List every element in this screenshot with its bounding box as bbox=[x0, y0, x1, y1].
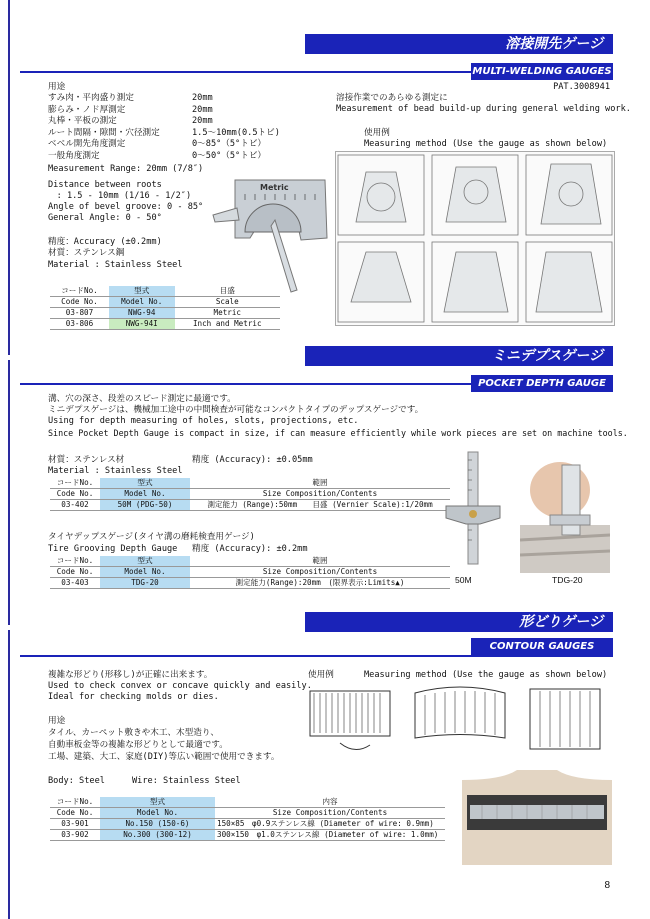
spec-line: : 1.5 - 10mm (1/16 - 1/2″) bbox=[48, 191, 192, 201]
material-en: Material : Stainless Steel bbox=[48, 260, 183, 270]
use-value: 0～85°（5°トビ） bbox=[192, 139, 267, 149]
table-header-jp bbox=[50, 556, 450, 567]
table-header-cell: Scale bbox=[175, 297, 280, 308]
usage-examples-figure bbox=[335, 151, 615, 326]
caption-tdg20: TDG-20 bbox=[552, 575, 583, 585]
table-cell: 03-901 bbox=[50, 819, 100, 830]
table-row bbox=[50, 578, 450, 589]
table-header-cell: Model No. bbox=[109, 297, 175, 308]
uses-line: 自動車板金等の複雑な形どりとして最適です。 bbox=[48, 740, 228, 750]
desc-jp: 溶接作業でのあらゆる測定に bbox=[336, 93, 448, 103]
patent-number: PAT.3008941 bbox=[553, 82, 610, 92]
table-header-jp bbox=[50, 286, 280, 297]
table-header-cell: Size Composition/Contents bbox=[190, 567, 450, 578]
table-cell: Inch and Metric bbox=[175, 319, 280, 330]
table-cell: Metric bbox=[175, 308, 280, 319]
table-cell: No.300 (300-12) bbox=[100, 830, 215, 841]
table-cell: 300×150 φ1.0ステンレス線 (Diameter of wire: 1.0mm) bbox=[215, 830, 445, 841]
material-en: Material : Stainless Steel bbox=[48, 466, 183, 476]
uses-line: タイル、カーペット敷きや木工、木型造り、 bbox=[48, 728, 220, 738]
uses-heading: 用途 bbox=[48, 82, 66, 92]
table-header-en bbox=[50, 808, 445, 819]
section-title-contour: 形どりゲージ bbox=[305, 612, 613, 632]
table-cell: 03-403 bbox=[50, 578, 100, 589]
table-cell: NWG-94I bbox=[109, 319, 175, 330]
table-row bbox=[50, 319, 280, 330]
desc-line: Since Pocket Depth Gauge is compact in size, if can measure efficiently while work pieces are set on machine tools. bbox=[48, 428, 628, 438]
table-row bbox=[50, 500, 450, 511]
tire-gauge-en: Tire Grooving Depth Gauge bbox=[48, 544, 178, 554]
table-cell: 03-806 bbox=[50, 319, 109, 330]
uses-heading: 用途 bbox=[48, 716, 66, 726]
section-divider bbox=[20, 655, 613, 657]
use-label: ルート間隔・隙間・穴径測定 bbox=[48, 127, 160, 138]
table-header-cell: 内容 bbox=[215, 797, 445, 808]
table-header-cell: Code No. bbox=[50, 489, 100, 500]
table-header-cell: Model No. bbox=[100, 489, 190, 500]
accuracy: 精度：Accuracy (±0.2mm) bbox=[48, 237, 162, 247]
photo-label: Metric bbox=[260, 183, 289, 192]
accuracy: 精度 (Accuracy): ±0.05mm bbox=[192, 455, 313, 465]
desc-line: Used to check convex or concave quickly and easily. bbox=[48, 681, 312, 691]
use-value: 20mm bbox=[192, 104, 213, 115]
uses-line: 工場、建築、大工、家庭(DIY)等広い範囲で使用できます。 bbox=[48, 752, 280, 762]
spec-line: Measurement Range: 20mm (7/8″) bbox=[48, 164, 204, 174]
table-cell: No.150 (150-6) bbox=[100, 819, 215, 830]
table-cell: TDG-20 bbox=[100, 578, 190, 589]
use-label: 一般角度測定 bbox=[48, 150, 100, 161]
table-header-en bbox=[50, 567, 450, 578]
table-header-cell: 型式 bbox=[100, 478, 190, 489]
table-header-en bbox=[50, 297, 280, 308]
wire-material: Wire: Stainless Steel bbox=[132, 776, 241, 786]
usage-en: Measuring method (Use the gauge as shown below) bbox=[364, 670, 608, 680]
table-cell: NWG-94 bbox=[109, 308, 175, 319]
spec-line: Distance between roots bbox=[48, 180, 162, 190]
usage-en: Measuring method (Use the gauge as shown below) bbox=[364, 139, 608, 149]
desc-line: 溝、穴の深さ、段差のスピード測定に最適です。 bbox=[48, 394, 236, 404]
table-header-cell: Model No. bbox=[100, 808, 215, 819]
table-header-cell: 目盛 bbox=[175, 286, 280, 297]
table-cell: 03-807 bbox=[50, 308, 109, 319]
use-label: 丸棒・平板の測定 bbox=[48, 116, 117, 126]
section-title-pocket-depth: ミニデプスゲージ bbox=[305, 346, 613, 366]
table-header-jp bbox=[50, 478, 450, 489]
desc-line: Using for depth measuring of holes, slots, projections, etc. bbox=[48, 416, 359, 426]
left-rule bbox=[8, 630, 10, 919]
table-header-cell: コードNo. bbox=[50, 286, 109, 297]
left-rule bbox=[8, 0, 10, 355]
table-header-cell: 型式 bbox=[109, 286, 175, 297]
table-header-cell: Size Composition/Contents bbox=[190, 489, 450, 500]
pocket-depth-gauge-photo bbox=[440, 450, 510, 568]
table-cell: 03-902 bbox=[50, 830, 100, 841]
table-row bbox=[50, 308, 280, 319]
table-row bbox=[50, 819, 445, 830]
table-header-en bbox=[50, 489, 450, 500]
tire-depth-gauge-photo bbox=[520, 455, 610, 573]
use-value: 0～50°（5°トビ） bbox=[192, 150, 267, 161]
table-header-cell: コードNo. bbox=[50, 797, 100, 808]
material-jp: 材質：ステンレス鋼 bbox=[48, 248, 125, 258]
contour-usage-figure bbox=[300, 683, 610, 763]
body-material: Body: Steel bbox=[48, 776, 105, 786]
desc-line: ミニデプスゲージは、機械加工途中の中間検査が可能なコンパクトタイプのデップスゲージです。 bbox=[48, 405, 424, 415]
table-header-cell: Code No. bbox=[50, 567, 100, 578]
use-label: すみ肉・平肉盛り測定 bbox=[48, 93, 134, 103]
table-header-cell: 範囲 bbox=[190, 478, 450, 489]
section-title-multi-welding: 溶接開先ゲージ bbox=[305, 34, 613, 54]
table-row bbox=[50, 830, 445, 841]
table-header-cell: Code No. bbox=[50, 808, 100, 819]
spec-line: Angle of bevel groove: 0 - 85° bbox=[48, 202, 204, 212]
section-subtitle: CONTOUR GAUGES bbox=[471, 638, 613, 655]
use-label: 膨らみ・ノド厚測定 bbox=[48, 104, 126, 115]
use-label: ベベル開先角度測定 bbox=[48, 139, 126, 149]
product-table-contour bbox=[50, 797, 445, 841]
contour-gauge-photo bbox=[462, 770, 612, 865]
caption-50m: 50M bbox=[455, 575, 472, 585]
desc-en: Measurement of bead build-up during general welding work. bbox=[336, 104, 631, 114]
left-rule bbox=[8, 360, 10, 625]
usage-jp: 使用例 bbox=[308, 670, 334, 680]
section-subtitle: MULTI-WELDING GAUGES bbox=[471, 63, 613, 80]
table-cell: 150×85 φ0.9ステンレス線 (Diameter of wire: 0.9mm) bbox=[215, 819, 445, 830]
section-subtitle: POCKET DEPTH GAUGE bbox=[471, 375, 613, 392]
desc-line: Ideal for checking molds or dies. bbox=[48, 692, 219, 702]
accuracy: 精度 (Accuracy): ±0.2mm bbox=[192, 544, 308, 554]
page-number: 8 bbox=[604, 879, 610, 891]
product-table-multi-welding bbox=[50, 286, 280, 330]
table-header-jp bbox=[50, 797, 445, 808]
table-header-cell: コードNo. bbox=[50, 478, 100, 489]
table-header-cell: 型式 bbox=[100, 556, 190, 567]
table-cell: 測定能力 (Range):50mm 目盛 (Vernier Scale):1/20mm bbox=[190, 500, 450, 511]
usage-jp: 使用例 bbox=[364, 128, 390, 138]
table-cell: 測定能力(Range):20mm (限界表示:Limits▲) bbox=[190, 578, 450, 589]
desc-line: 複雑な形どり(形移し)が正確に出来ます。 bbox=[48, 670, 213, 680]
multi-welding-gauge-photo bbox=[205, 160, 345, 300]
use-value: 20mm bbox=[192, 116, 213, 126]
table-cell: 03-402 bbox=[50, 500, 100, 511]
tire-gauge-jp: タイヤデップスゲージ(タイヤ溝の磨耗検査用ゲージ) bbox=[48, 532, 255, 542]
table-header-cell: 範囲 bbox=[190, 556, 450, 567]
material-jp: 材質：ステンレス材 bbox=[48, 455, 125, 465]
use-value: 1.5～10mm(0.5トビ) bbox=[192, 127, 280, 138]
use-value: 20mm bbox=[192, 93, 213, 103]
table-header-cell: Model No. bbox=[100, 567, 190, 578]
product-table-pocket-depth bbox=[50, 478, 450, 511]
table-header-cell: Code No. bbox=[50, 297, 109, 308]
table-header-cell: コードNo. bbox=[50, 556, 100, 567]
spec-line: General Angle: 0 - 50° bbox=[48, 213, 162, 223]
table-header-cell: 型式 bbox=[100, 797, 215, 808]
product-table-tire-depth bbox=[50, 556, 450, 589]
table-cell: 50M (PDG-50) bbox=[100, 500, 190, 511]
table-header-cell: Size Composition/Contents bbox=[215, 808, 445, 819]
